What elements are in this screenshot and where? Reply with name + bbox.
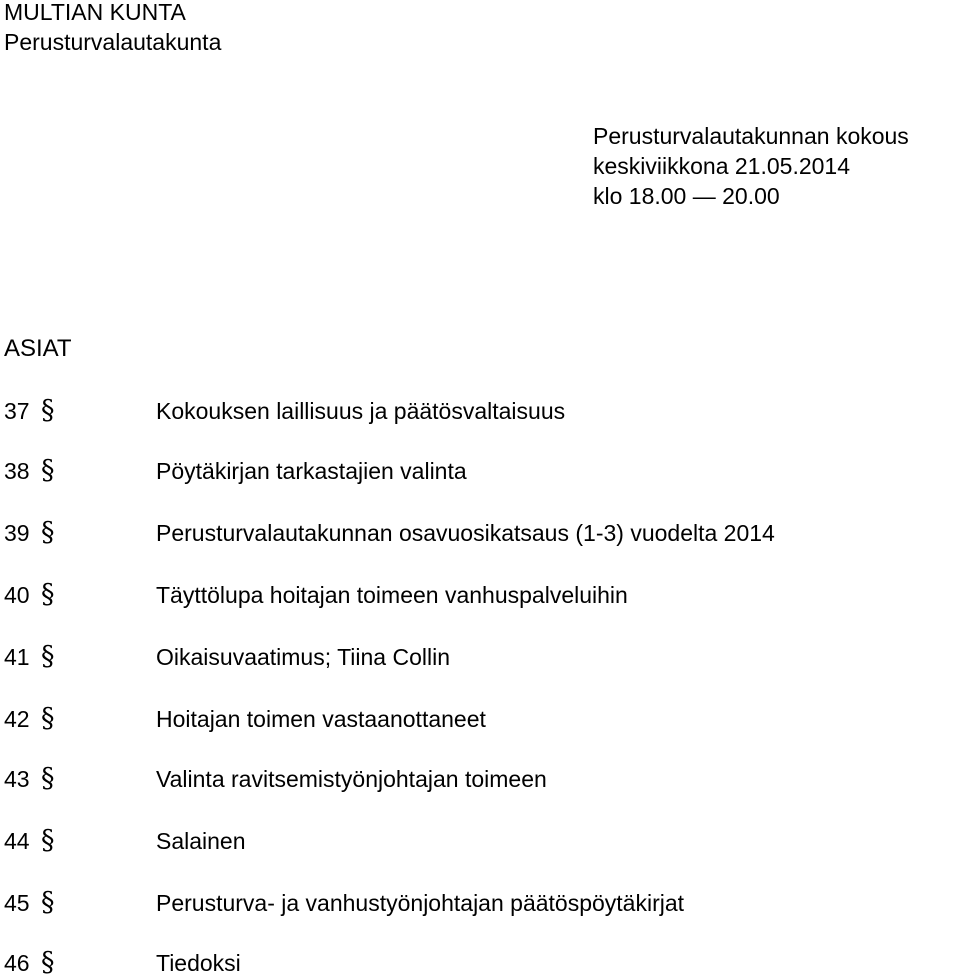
agenda-heading: ASIAT — [4, 335, 72, 362]
section-sign: § — [41, 887, 55, 918]
section-sign: § — [41, 517, 55, 548]
agenda-item — [4, 764, 944, 794]
section-sign: § — [41, 763, 55, 794]
agenda-item — [4, 642, 944, 672]
agenda-item — [4, 456, 944, 486]
agenda-item-title: Perusturva- ja vanhustyönjohtajan päätöspöytäkirjat — [156, 890, 685, 916]
meeting-title: Perusturvalautakunnan kokous — [593, 123, 909, 149]
agenda-item-number: 44 — [4, 828, 30, 854]
section-sign: § — [41, 947, 55, 978]
agenda-item-title: Täyttölupa hoitajan toimeen vanhuspalveluihin — [156, 582, 628, 608]
agenda-item-number: 37 — [4, 398, 30, 424]
agenda-item — [4, 704, 944, 734]
agenda-item — [4, 518, 944, 548]
agenda-item-title: Oikaisuvaatimus; Tiina Collin — [156, 644, 451, 670]
agenda-item-number: 46 — [4, 950, 30, 976]
agenda-item-number: 43 — [4, 766, 30, 792]
section-sign: § — [41, 579, 55, 610]
section-sign: § — [41, 395, 55, 426]
meeting-date: keskiviikkona 21.05.2014 — [593, 153, 850, 179]
agenda-item-title: Valinta ravitsemistyönjohtajan toimeen — [156, 766, 547, 792]
agenda-item — [4, 580, 944, 610]
agenda-item-number: 40 — [4, 582, 30, 608]
section-sign: § — [41, 703, 55, 734]
agenda-item-number: 41 — [4, 644, 30, 670]
board-name: Perusturvalautakunta — [4, 29, 222, 55]
agenda-item-title: Salainen — [156, 828, 246, 854]
agenda-item-number: 38 — [4, 458, 30, 484]
agenda-item-number: 45 — [4, 890, 30, 916]
agenda-item-title: Pöytäkirjan tarkastajien valinta — [156, 458, 467, 484]
agenda-item-title: Tiedoksi — [156, 950, 241, 976]
agenda-item — [4, 826, 944, 856]
section-sign: § — [41, 825, 55, 856]
agenda-item-number: 39 — [4, 520, 30, 546]
agenda-item — [4, 888, 944, 918]
municipality-name: MULTIAN KUNTA — [4, 0, 186, 25]
agenda-item-title: Hoitajan toimen vastaanottaneet — [156, 706, 486, 732]
meeting-time: klo 18.00 — 20.00 — [593, 183, 780, 209]
agenda-item-title: Kokouksen laillisuus ja päätösvaltaisuus — [156, 398, 566, 424]
agenda-item — [4, 948, 944, 978]
section-sign: § — [41, 455, 55, 486]
agenda-item — [4, 396, 944, 426]
section-sign: § — [41, 641, 55, 672]
agenda-item-title: Perusturvalautakunnan osavuosikatsaus (1-3) vuodelta 2014 — [156, 520, 775, 546]
agenda-item-number: 42 — [4, 706, 30, 732]
